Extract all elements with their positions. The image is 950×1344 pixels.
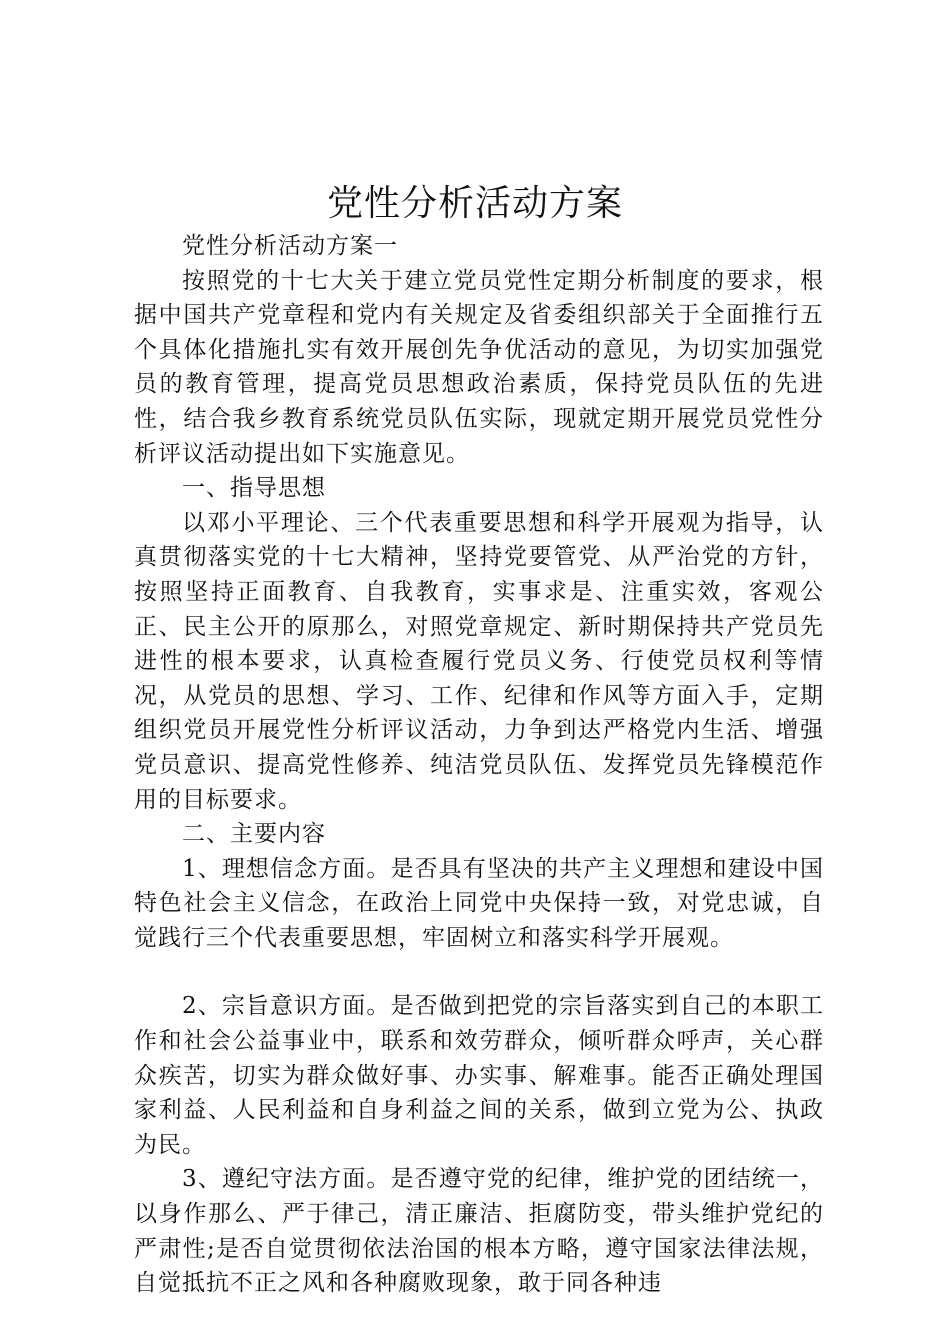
section-heading-main-content: 二、主要内容: [182, 821, 326, 848]
document-body: [134, 229, 824, 1301]
guiding-ideology-paragraph: 以邓小平理论、三个代表重要思想和科学开展观为指导，认真贯彻落实党的十七大精神，坚持党要管党、从严治党的方针，按照坚持正面教育、自我教育，实事求是、注重实效，客观公正、民主公开的原那么，对照党章规定、新时期保持共产党员先进性的根本要求，认真检查履行党员义务、行使党员权利等情况，从党员的思想、学习、工作、纪律和作风等方面入手，定期组织党员开展党性分析评议活动，力争到达严格党内生活、增强党员意识、提高党性修养、纯洁党员队伍、发挥党员先锋模范作用的目标要求。: [134, 509, 824, 813]
section-heading-guiding-ideology: 一、指导思想: [182, 475, 326, 502]
intro-paragraph: 按照党的十七大关于建立党员党性定期分析制度的要求，根据中国共产党章程和党内有关规定及省委组织部关于全面推行五个具体化措施扎实有效开展创先争优活动的意见，为切实加强党员的教育管理，提高党员思想政治素质，保持党员队伍的先进性，结合我乡教育系统党员队伍实际，现就定期开展党员党性分析评议活动提出如下实施意见。: [134, 267, 824, 467]
item-ideals-beliefs: 1、理想信念方面。是否具有坚决的共产主义理想和建设中国特色社会主义信念，在政治上同党中央保持一致，对党忠诚，自觉践行三个代表重要思想，牢固树立和落实科学开展观。: [134, 855, 824, 951]
item-purpose-awareness: 2、宗旨意识方面。是否做到把党的宗旨落实到自己的本职工作和社会公益事业中，联系和效劳群众，倾听群众呼声，关心群众疾苦，切实为群众做好事、办实事、解难事。能否正确处理国家利益、人民利益和自身利益之间的关系，做到立党为公、执政为民。: [134, 993, 824, 1158]
item-discipline-law: 3、遵纪守法方面。是否遵守党的纪律，维护党的团结统一，以身作那么、严于律己，清正廉洁、拒腐防变，带头维护党纪的严肃性;是否自觉贯彻依法治国的根本方略，遵守国家法律法规，自觉抵抗不正之风和各种腐败现象，敢于同各种违: [134, 1166, 824, 1297]
document-title: 党性分析活动方案: [326, 183, 623, 224]
subtitle: 党性分析活动方案一: [182, 233, 398, 259]
